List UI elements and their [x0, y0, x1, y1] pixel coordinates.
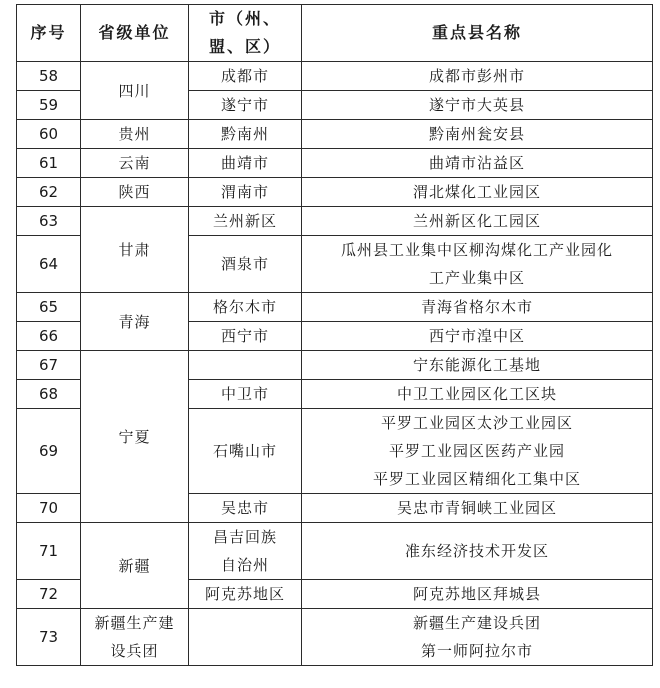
city-cell: 遂宁市 — [189, 91, 302, 120]
city-cell: 渭南市 — [189, 178, 302, 207]
header-seq: 序号 — [17, 5, 81, 62]
county-line: 工产业集中区 — [428, 269, 525, 287]
table-row — [17, 149, 653, 178]
table-row — [17, 293, 653, 322]
county-line: 新疆生产建设兵团 — [412, 614, 541, 632]
city-cell: 曲靖市 — [189, 149, 302, 178]
county-line: 平罗工业园区医药产业园 — [388, 442, 565, 460]
county-cell: 青海省格尔木市 — [302, 293, 653, 322]
seq-cell: 60 — [17, 120, 81, 149]
city-cell: 阿克苏地区 — [189, 580, 302, 609]
county-line: 瓜州县工业集中区柳沟煤化工产业园化 — [340, 241, 613, 259]
county-line: 第一师阿拉尔市 — [420, 642, 533, 660]
table-row — [17, 523, 653, 580]
seq-cell: 70 — [17, 494, 81, 523]
county-cell — [302, 236, 653, 293]
city-line: 昌吉回族 — [212, 528, 277, 546]
city-cell: 吴忠市 — [189, 494, 302, 523]
province-line: 设兵团 — [110, 642, 159, 660]
province-line: 新疆生产建 — [94, 614, 175, 632]
province-cell: 宁夏 — [81, 351, 189, 523]
header-city: 市（州、盟、区） — [189, 5, 302, 62]
county-cell: 阿克苏地区拜城县 — [302, 580, 653, 609]
county-cell: 遂宁市大英县 — [302, 91, 653, 120]
seq-cell: 67 — [17, 351, 81, 380]
county-cell: 中卫工业园区化工区块 — [302, 380, 653, 409]
city-cell: 黔南州 — [189, 120, 302, 149]
seq-cell: 68 — [17, 380, 81, 409]
header-county: 重点县名称 — [302, 5, 653, 62]
city-cell: 中卫市 — [189, 380, 302, 409]
province-cell: 陕西 — [81, 178, 189, 207]
county-cell: 黔南州瓮安县 — [302, 120, 653, 149]
province-cell: 新疆 — [81, 523, 189, 609]
seq-cell: 61 — [17, 149, 81, 178]
table-row — [17, 62, 653, 91]
seq-cell: 66 — [17, 322, 81, 351]
city-line: 自治州 — [220, 556, 269, 574]
county-cell: 准东经济技术开发区 — [302, 523, 653, 580]
seq-cell: 63 — [17, 207, 81, 236]
county-cell: 宁东能源化工基地 — [302, 351, 653, 380]
city-cell — [189, 609, 302, 666]
table-row — [17, 207, 653, 236]
seq-cell: 65 — [17, 293, 81, 322]
seq-cell: 59 — [17, 91, 81, 120]
province-cell: 青海 — [81, 293, 189, 351]
seq-cell: 73 — [17, 609, 81, 666]
header-province: 省级单位 — [81, 5, 189, 62]
county-cell: 成都市彭州市 — [302, 62, 653, 91]
seq-cell: 64 — [17, 236, 81, 293]
city-cell — [189, 351, 302, 380]
county-cell: 兰州新区化工园区 — [302, 207, 653, 236]
city-cell: 西宁市 — [189, 322, 302, 351]
county-line: 平罗工业园区太沙工业园区 — [380, 414, 573, 432]
table-row — [17, 351, 653, 380]
header-row — [17, 5, 653, 62]
county-cell: 西宁市湟中区 — [302, 322, 653, 351]
key-county-table — [16, 4, 653, 666]
seq-cell: 72 — [17, 580, 81, 609]
city-cell: 酒泉市 — [189, 236, 302, 293]
seq-cell: 69 — [17, 409, 81, 494]
county-line: 平罗工业园区精细化工集中区 — [372, 470, 581, 488]
province-cell — [81, 609, 189, 666]
seq-cell: 58 — [17, 62, 81, 91]
province-cell: 贵州 — [81, 120, 189, 149]
city-cell: 石嘴山市 — [189, 409, 302, 494]
city-cell: 成都市 — [189, 62, 302, 91]
table-row — [17, 609, 653, 666]
seq-cell: 71 — [17, 523, 81, 580]
city-cell — [189, 523, 302, 580]
table-row — [17, 178, 653, 207]
county-cell — [302, 609, 653, 666]
province-cell: 云南 — [81, 149, 189, 178]
county-cell: 曲靖市沾益区 — [302, 149, 653, 178]
city-cell: 格尔木市 — [189, 293, 302, 322]
county-cell: 渭北煤化工业园区 — [302, 178, 653, 207]
county-cell — [302, 409, 653, 494]
province-cell: 甘肃 — [81, 207, 189, 293]
city-cell: 兰州新区 — [189, 207, 302, 236]
province-cell: 四川 — [81, 62, 189, 120]
seq-cell: 62 — [17, 178, 81, 207]
table-row — [17, 120, 653, 149]
county-cell: 吴忠市青铜峡工业园区 — [302, 494, 653, 523]
